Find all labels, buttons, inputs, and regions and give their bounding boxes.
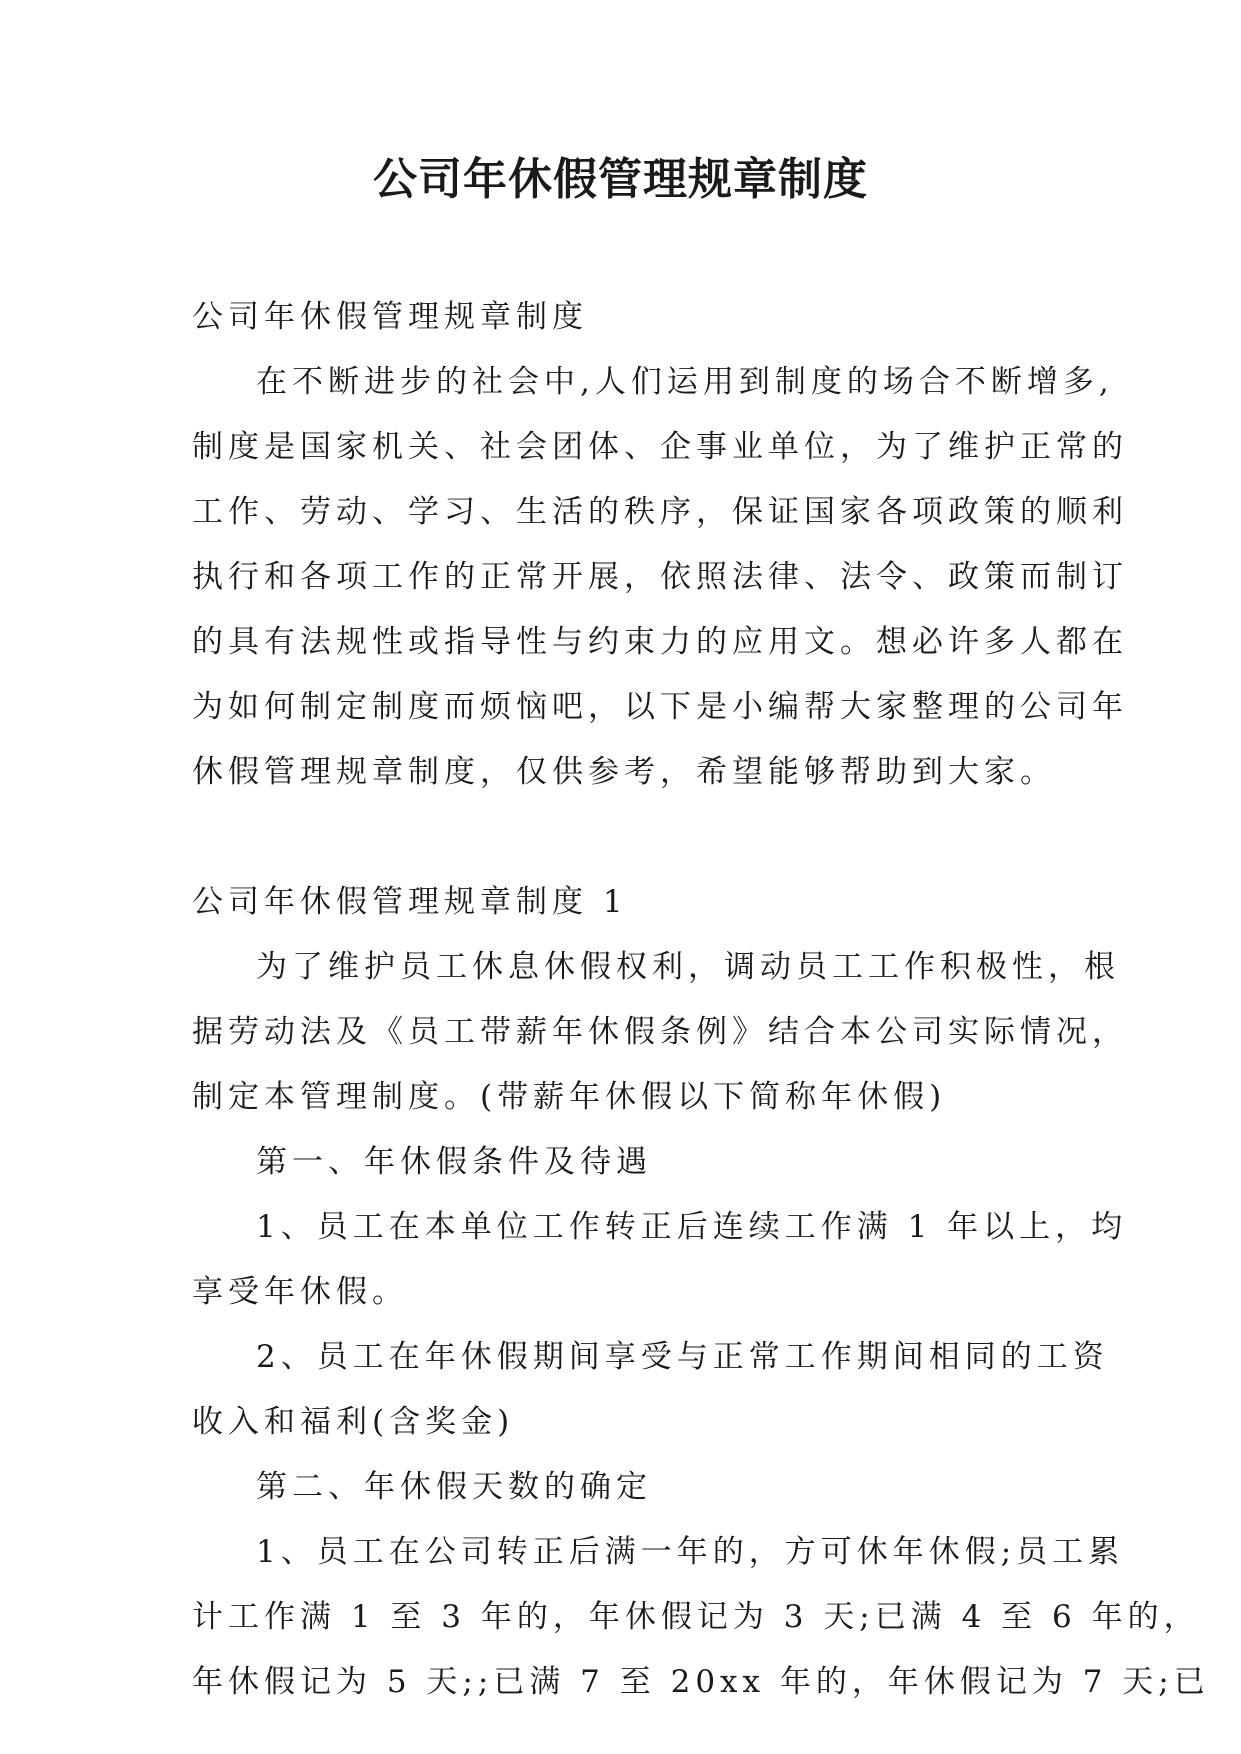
- document-title: 公司年休假管理规章制度: [373, 154, 868, 205]
- paragraph-line: 收入和福利(含奖金): [192, 1404, 515, 1440]
- blank-line: [192, 805, 1060, 870]
- paragraph-line: 1、员工在公司转正后满一年的，方可休年休假;员工累: [256, 1534, 1125, 1570]
- paragraph-line: 休假管理规章制度，仅供参考，希望能够帮助到大家。: [192, 754, 1056, 790]
- paragraph-line: 制定本管理制度。(带薪年休假以下简称年休假): [192, 1079, 947, 1115]
- paragraph-line: 年休假记为 5 天;;已满 7 至 20xx 年的，年休假记为 7 天;已: [192, 1664, 1210, 1700]
- subsection-heading: 第一、年休假条件及待遇: [256, 1144, 652, 1180]
- paragraph-line: 在不断进步的社会中,人们运用到制度的场合不断增多,: [256, 364, 1114, 400]
- paragraph-line: 享受年休假。: [192, 1274, 408, 1310]
- section-heading: 公司年休假管理规章制度 1: [192, 884, 628, 920]
- document-body: [192, 285, 1210, 1715]
- paragraph-line: 计工作满 1 至 3 年的，年休假记为 3 天;已满 4 至 6 年的，: [192, 1599, 1200, 1635]
- paragraph-line: 工作、劳动、学习、生活的秩序，保证国家各项政策的顺利: [192, 494, 1128, 530]
- subsection-heading: 第二、年休假天数的确定: [256, 1469, 652, 1505]
- paragraph-line: 1、员工在本单位工作转正后连续工作满 1 年以上，均: [256, 1209, 1128, 1245]
- section-heading: 公司年休假管理规章制度: [192, 299, 588, 335]
- paragraph-line: 制度是国家机关、社会团体、企事业单位，为了维护正常的: [192, 429, 1128, 465]
- paragraph-line: 2、员工在年休假期间享受与正常工作期间相同的工资: [256, 1339, 1109, 1375]
- paragraph-line: 据劳动法及《员工带薪年休假条例》结合本公司实际情况，: [192, 1014, 1128, 1050]
- paragraph-line: 为如何制定制度而烦恼吧，以下是小编帮大家整理的公司年: [192, 689, 1128, 725]
- paragraph-line: 的具有法规性或指导性与约束力的应用文。想必许多人都在: [192, 624, 1128, 660]
- paragraph-line: 执行和各项工作的正常开展，依照法律、法令、政策而制订: [192, 559, 1128, 595]
- paragraph-line: 为了维护员工休息休假权利，调动员工工作积极性，根: [256, 949, 1120, 985]
